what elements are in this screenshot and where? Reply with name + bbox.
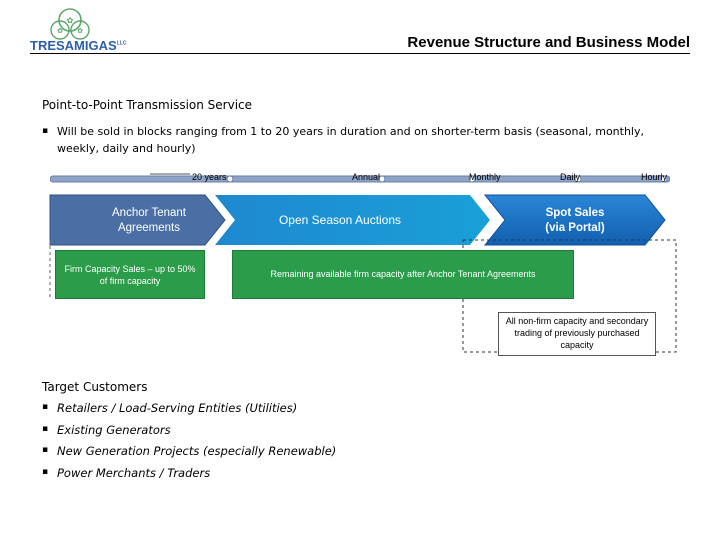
svg-text:✿: ✿ <box>66 16 74 25</box>
logo-wordmark: $TRESAMIGAS^{LLC}$ <box>30 38 127 53</box>
service-bullet-text: Will be sold in blocks ranging from 1 to 20 years in duration and on shorter-term basis (seasonal, monthly, weekly, daily and hourly) <box>57 125 644 155</box>
list-item: ▪ Existing Generators <box>42 422 171 437</box>
svg-text:✿: ✿ <box>57 27 63 35</box>
timeline-label-20-years: 20 years <box>192 172 227 182</box>
bullet-dot-icon: ▪ <box>42 445 49 455</box>
list-item: ▪ New Generation Projects (especially Renewable) <box>42 444 337 458</box>
timeline-label-monthly: Monthly <box>469 172 501 182</box>
section-title: Point-to-Point Transmission Service <box>42 98 253 112</box>
open-season-label: Open Season Auctions <box>278 213 402 227</box>
spot-sales-line1: Spot Sales <box>545 207 605 219</box>
target-customers-list <box>42 401 336 487</box>
timeline-label-daily: Daily <box>560 172 581 182</box>
anchor-tenant-label: Anchor Tenant Agreements <box>112 207 186 234</box>
list-item: ▪ Retailers / Load-Serving Entities (Utilities) <box>42 401 298 415</box>
bullet-dot-icon: ▪ <box>42 402 49 412</box>
bullet-dot-icon: ▪ <box>42 466 49 477</box>
page-title: Revenue Structure and Business Model <box>407 34 690 51</box>
remaining-capacity-box: Remaining available firm capacity after Anchor Tenant Agreements <box>232 250 574 299</box>
non-firm-capacity-note: All non-firm capacity and secondary trading of previously purchased capacity <box>498 312 656 356</box>
firm-capacity-box: Firm Capacity Sales – up to 50% of firm capacity <box>55 250 205 299</box>
timeline-label-hourly: Hourly <box>641 172 668 182</box>
timeline-label-annual: Annual <box>352 172 381 182</box>
list-item: ▪ Power Merchants / Traders <box>42 465 211 480</box>
bullet-dot-icon: ▪ <box>42 423 49 434</box>
target-customers-title: Target Customers <box>42 380 148 394</box>
spot-sales-label <box>520 206 630 236</box>
svg-text:✿: ✿ <box>77 27 83 35</box>
bullet-dot-icon: ▪ <box>42 126 49 136</box>
spot-sales-line2: (via Portal) <box>545 222 605 234</box>
